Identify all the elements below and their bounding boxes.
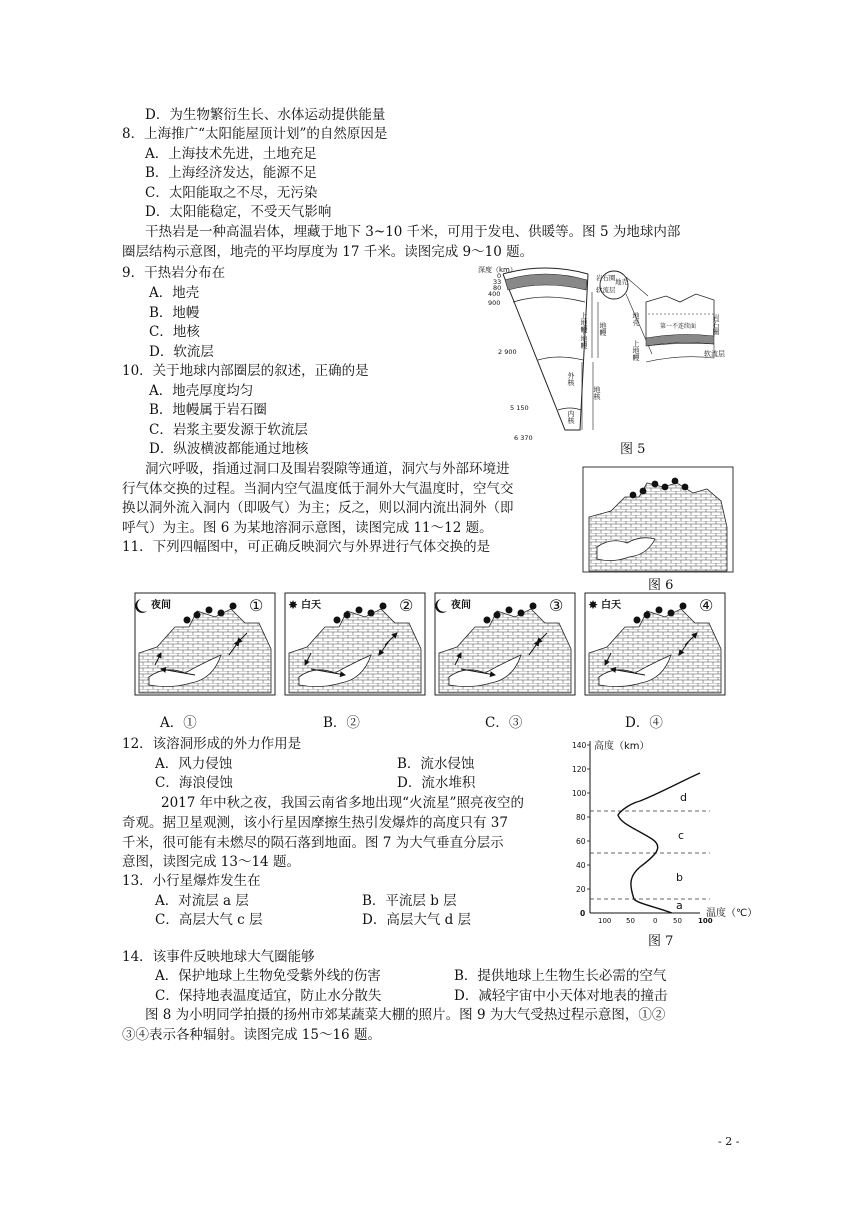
intro-15-16-line1: 图 8 为小明同学拍摄的扬州市郊某蔬菜大棚的照片。图 9 为大气受热过程示意图，①②: [145, 1007, 666, 1023]
depth-axis-label: 深度（km）: [478, 266, 517, 274]
q13-option-d: D．高层大气 d 层: [362, 912, 472, 928]
y-tick-100: 100: [572, 789, 587, 798]
q12-option-a: A．风力侵蚀: [155, 756, 233, 772]
q8-option-d: D．太阳能稳定，不受天气影响: [145, 204, 332, 220]
q14-option-d: D．减轻宇宙中小天体对地表的撞击: [454, 988, 668, 1004]
x-tick-minus50: 50: [626, 917, 635, 925]
depth-tick-33: 33: [493, 278, 502, 286]
page-number: - 2 -: [718, 1135, 740, 1148]
q9-option-a: A．地壳: [149, 285, 200, 301]
q14-option-a: A．保护地球上生物免受紫外线的伤害: [155, 968, 381, 984]
zoom-label-lithosphere: 岩石圈: [712, 314, 720, 335]
intro-9-10-line2: 圈层结构示意图，地壳的平均厚度为 17 千米。读图完成 9～10 题。: [122, 244, 534, 260]
depth-tick-2900: 2 900: [498, 348, 517, 356]
q14-option-c: C．保持地表温度适宜，防止水分散失: [155, 988, 382, 1004]
figure-7-caption: 图 7: [648, 934, 674, 949]
panel-2-time: 白天: [301, 600, 321, 611]
intro-13-14-line1: 2017 年中秋之夜，我国云南省多地出现“火流星”照亮夜空的: [161, 795, 524, 811]
question-8: 8．上海推广“太阳能屋顶计划”的自然原因是: [122, 126, 388, 142]
figure-5-caption: 图 5: [620, 442, 646, 457]
panel-4-time: 白天: [601, 600, 621, 611]
figure-6-caption: 图 6: [648, 578, 674, 593]
q9-option-b: B．地幔: [149, 305, 200, 321]
label-asthenosphere: 软流层: [596, 286, 616, 294]
x-tick-0: 0: [653, 917, 658, 925]
layer-c: c: [678, 829, 685, 842]
q9-option-c: C．地核: [149, 324, 200, 340]
intro-15-16-line2: ③④表示各种辐射。读图完成 15～16 题。: [122, 1027, 381, 1043]
q11-option-d: D．④: [625, 715, 663, 731]
label-outer-core: 外核: [567, 372, 575, 386]
zoom-label-upper-mantle: 上地幔: [632, 340, 640, 361]
depth-tick-400: 400: [488, 290, 501, 298]
q10-option-a: A．地壳厚度均匀: [149, 383, 254, 399]
depth-tick-6370: 6 370: [514, 434, 533, 442]
zoom-label-crust: 地壳: [632, 312, 640, 326]
q10-option-d: D．纵波横波都能通过地核: [149, 441, 309, 457]
question-14: 14．该事件反映地球大气圈能够: [122, 949, 315, 965]
layer-d: d: [680, 791, 687, 804]
q13-option-b: B．平流层 b 层: [362, 893, 457, 909]
panel-1-number: ①: [249, 596, 264, 615]
x-axis-label: 温度（℃）: [706, 908, 758, 919]
x-tick-minus100: 100: [598, 917, 612, 925]
layer-b: b: [676, 871, 683, 884]
depth-tick-5150: 5 150: [510, 404, 529, 412]
y-tick-80: 80: [576, 813, 586, 822]
q9-option-d: D．软流层: [149, 344, 214, 360]
depth-tick-900: 900: [488, 299, 501, 307]
intro-13-14-line3: 千米，很可能有未燃尽的陨石落到地面。图 7 为大气垂直分层示: [122, 835, 504, 851]
label-inner-core: 内核: [567, 410, 575, 424]
q7-option-d: D．为生物繁衍生长、水体运动提供能量: [145, 107, 386, 123]
layer-a: a: [676, 899, 683, 912]
q12-option-d: D．流水堆积: [397, 775, 476, 791]
panel-3-number: ③: [549, 596, 564, 615]
q8-option-b: B．上海经济发达，能源不足: [145, 165, 317, 181]
panel-4: [585, 593, 725, 695]
question-10: 10．关于地球内部圈层的叙述，正确的是: [122, 363, 369, 379]
question-13: 13．小行星爆炸发生在: [122, 873, 261, 889]
figure-7-atmosphere: [560, 735, 758, 925]
panel-4-number: ④: [699, 596, 714, 615]
q10-option-c: C．岩浆主要发源于软流层: [149, 422, 308, 438]
y-tick-120: 120: [572, 765, 587, 774]
sun-icon: ✸: [288, 598, 299, 612]
question-11: 11．下列四幅图中，可正确反映洞穴与外界进行气体交换的是: [122, 539, 491, 555]
figure-6-cave: [583, 467, 733, 572]
panel-2-number: ②: [399, 596, 414, 615]
y-tick-140: 140: [572, 741, 587, 750]
q12-option-b: B．流水侵蚀: [397, 756, 475, 772]
q12-option-c: C．海浪侵蚀: [155, 775, 233, 791]
y-tick-40: 40: [576, 861, 586, 870]
label-core: 地核: [593, 386, 601, 400]
label-upper-mantle: 上地幔: [580, 312, 588, 333]
question-12: 12．该溶洞形成的外力作用是: [122, 736, 302, 752]
intro-9-10-line1: 干热岩是一种高温岩体，埋藏于地下 3~10 千米，可用于发电、供暖等。图 5 为地球内部: [145, 224, 681, 240]
figure-5-earth-layers: [470, 262, 750, 442]
zoom-label-boundary: 第一不连续面: [660, 323, 697, 330]
y-tick-60: 60: [576, 837, 586, 846]
label-lower-mantle: 下地幔: [580, 328, 588, 349]
label-crust: 地壳: [615, 278, 628, 286]
y-tick-20: 20: [576, 885, 586, 894]
y-axis-label: 高度（km）: [594, 741, 650, 752]
q13-option-c: C．高层大气 c 层: [155, 912, 263, 928]
panel-1: [135, 593, 275, 695]
intro-11-12-line4: 呼气）为主。图 6 为某地溶洞示意图，读图完成 11～12 题。: [122, 520, 493, 536]
q10-option-b: B．地幔属于岩石圈: [149, 402, 267, 418]
panel-2: [285, 593, 425, 695]
sun-icon: ✸: [588, 598, 599, 612]
zoom-label-asthenosphere: 软流层: [704, 350, 725, 358]
intro-13-14-line2: 奇观。据卫星观测，该小行星因摩擦生热引发爆炸的高度只有 37: [122, 815, 508, 831]
label-mantle: 地幔: [599, 322, 607, 336]
q14-option-b: B．提供地球上生物生长必需的空气: [454, 968, 667, 984]
depth-tick-0: 0: [497, 272, 502, 280]
q11-option-a: A．①: [160, 715, 197, 731]
q8-option-a: A．上海技术先进，土地充足: [145, 146, 317, 162]
intro-11-12-line2: 行气体交换的过程。当洞内空气温度低于洞外大气温度时，空气交: [122, 481, 514, 497]
q11-panels: [135, 593, 730, 697]
x-tick-50: 50: [673, 917, 682, 925]
panel-3: [435, 593, 575, 695]
x-tick-100: 100: [698, 917, 713, 925]
q8-option-c: C．太阳能取之不尽，无污染: [145, 185, 318, 201]
q11-option-b: B．②: [323, 715, 360, 731]
intro-13-14-line4: 意图，读图完成 13～14 题。: [122, 854, 300, 870]
question-9: 9．干热岩分布在: [122, 265, 226, 281]
panel-3-time: 夜间: [451, 600, 471, 611]
depth-tick-80: 80: [493, 284, 502, 292]
label-lithosphere: 岩石圈: [596, 274, 616, 282]
intro-11-12-line1: 洞穴呼吸，指通过洞口及围岩裂隙等通道，洞穴与外部环境进: [145, 461, 510, 477]
panel-1-time: 夜间: [151, 600, 171, 611]
y-tick-0: 0: [580, 909, 586, 918]
q13-option-a: A．对流层 a 层: [155, 893, 249, 909]
q11-option-c: C．③: [485, 715, 523, 731]
intro-11-12-line3: 换以洞外流入洞内（即吸气）为主；反之，则以洞内流出洞外（即: [122, 500, 514, 516]
